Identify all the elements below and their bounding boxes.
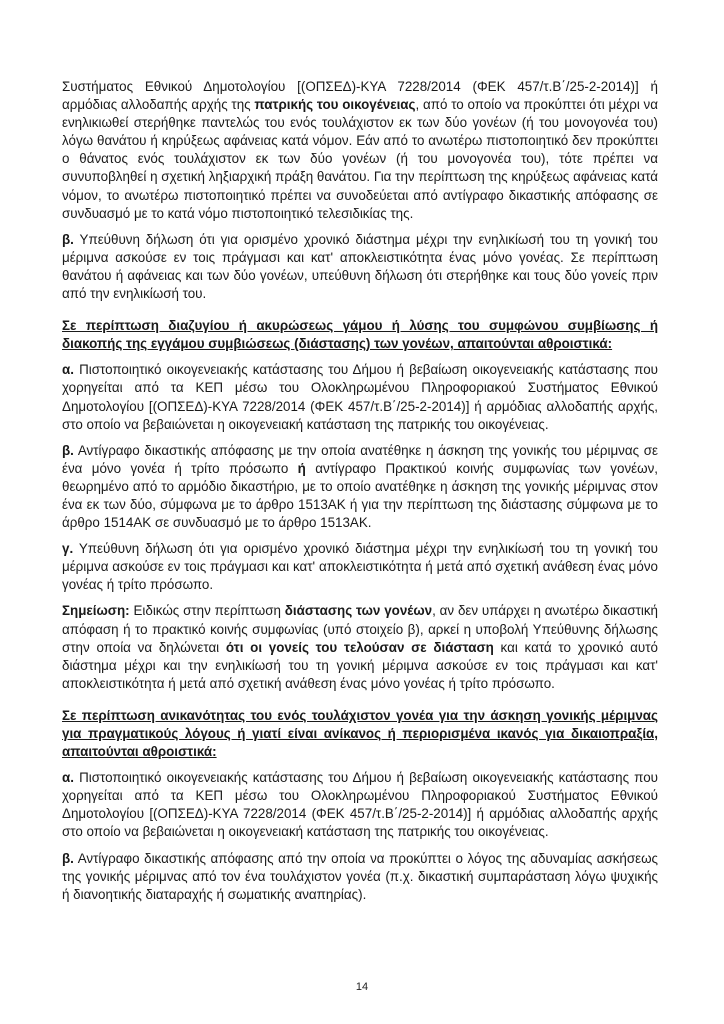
emphasis-paternal-family: πατρικής του οικογένειας: [254, 97, 416, 113]
page-number: 14: [355, 981, 369, 993]
item-label: α.: [62, 362, 74, 378]
item-label: β.: [62, 442, 74, 458]
paragraph-divorce-beta: β. Αντίγραφο δικαστικής απόφασης με την οποία ανατέθηκε η άσκηση της γονικής του μέριμνας σε ένα μόνο γονέα ή τρίτο πρόσωπο ή αντίγραφο Πρακτικού κοινής συμφωνίας των γονέων, θεωρημένο από το αρμόδιο δικαστήριο, με το οποίο ανατέθηκε η άσκηση της γονικής μέριμνας στον ένα εκ των δύο, σύμφωνα με το άρθρο 1513ΑΚ ή για την περίπτωση της διάστασης σύμφωνα με το άρθρο 1514ΑΚ σε συνδυασμό με το άρθρο 1513ΑΚ.: [62, 442, 658, 531]
item-label: β.: [62, 850, 74, 866]
paragraph-incapacity-beta: β. Αντίγραφο δικαστικής απόφασης από την οποία να προκύπτει ο λόγος της αδυναμίας ασκήσεως της γονικής μέριμνας από τον ένα τουλάχιστον γονέα (π.χ. δικαστική συμπαράσταση λόγω ψυχικής ή διανοητικής διαταραχής ή σωματικής αναπηρίας).: [62, 850, 658, 902]
paragraph-note: Σημείωση: Ειδικώς στην περίπτωση διάστασης των γονέων, αν δεν υπάρχει η ανωτέρω δικαστική απόφαση ή το πρακτικό κοινής συμφωνίας (υπό στοιχείο β), αρκεί η υποβολή Υπεύθυνης δήλωσης στην οποία να δηλώνεται ότι οι γονείς του τελούσαν σε διάσταση και κατά το χρονικό αυτό διάστημα μέχρι και την ενηλικίωσή του τη γονική μέριμνα ασκούσε εν τοις πράγμασι και κατ' αποκλειστικότητα ή μετά από σχετική ανάθεση ένας μόνο γονέας ή τρίτο πρόσωπο.: [62, 603, 658, 691]
item-label: γ.: [62, 541, 74, 557]
section-heading-divorce: Σε περίπτωση διαζυγίου ή ακυρώσεως γάμου ή λύσης του συμφώνου συμβίωσης ή διακοπής της εγγάμου συμβιώσεως (διάστασης) των γονέων, απαιτούνται αθροιστικά:: [62, 318, 658, 352]
paragraph-divorce-alpha: α. Πιστοποιητικό οικογενειακής κατάστασης του Δήμου ή βεβαίωση οικογενειακής κατάστασης που χορηγείται από τα ΚΕΠ μέσω του Ολοκληρωμένου Πληροφοριακού Συστήματος Εθνικού Δημοτολογίου [(ΟΠΣΕΔ)-ΚΥΑ 7228/2014 (ΦΕΚ 457/τ.Β΄/25-2-2014)] ή αρμόδιας αλλοδαπής αρχής, στο οποίο να βεβαιώνεται η οικογενειακή κατάσταση της πατρικής του οικογένειας.: [62, 362, 658, 432]
item-label: α.: [62, 770, 74, 786]
note-label: Σημείωση:: [62, 603, 130, 619]
item-label: β.: [62, 231, 74, 247]
paragraph-divorce-gamma: γ. Υπεύθυνη δήλωση ότι για ορισμένο χρονικό διάστημα μέχρι την ενηλικίωσή του τη γονική του μέριμνα ασκούσε εν τοις πράγμασι και κατ' αποκλειστικότητα ή μετά από σχετική ανάθεση ένας μόνο γονέας ή τρίτο πρόσωπο.: [62, 541, 658, 593]
paragraph-orphan-certificate: Συστήματος Εθνικού Δημοτολογίου [(ΟΠΣΕΔ)-ΚΥΑ 7228/2014 (ΦΕΚ 457/τ.Β΄/25-2-2014)] ή αρμόδιας αλλοδαπής αρχής της πατρικής του οικογένειας, από το οποίο να προκύπτει ότι μέχρι να ενηλικιωθεί στερήθηκε παντελώς του ενός τουλάχιστον εκ των δύο γονέων (ή του μονογονέα του) λόγω θανάτου ή κηρύξεως αφάνειας κατά νόμον. Εάν από το ανωτέρω πιστοποιητικό δεν προκύπτει ο θάνατος ενός τουλάχιστον εκ των δύο γονέων (ή του μονογονέα του), τότε πρέπει να συνυποβληθεί η σχετική ληξιαρχική πράξη θανάτου. Για την περίπτωση της κηρύξεως αφάνειας κατά νόμον, το ανωτέρω πιστοποιητικό πρέπει να συνοδεύεται από αντίγραφο δικαστικής απόφασης σε συνδυασμό με το κατά νόμο πιστοποιητικό τελεσιδικίας της.: [62, 79, 658, 221]
paragraph-item-beta: β. Υπεύθυνη δήλωση ότι για ορισμένο χρονικό διάστημα μέχρι την ενηλικίωσή του τη γονική του μέριμνα ασκούσε εν τοις πράγμασι και κατ' αποκλειστικότητα ένας μόνο γονέας. Σε περίπτωση θανάτου ή αφάνειας και των δύο γονέων, υπεύθυνη δήλωση ότι στερήθηκε και τους δύο γονείς πριν από την ενηλικίωσή του.: [62, 231, 658, 302]
document-page: [62, 78, 658, 912]
paragraph-incapacity-alpha: α. Πιστοποιητικό οικογενειακής κατάστασης του Δήμου ή βεβαίωση οικογενειακής κατάστασης που χορηγείται από τα ΚΕΠ μέσω του Ολοκληρωμένου Πληροφοριακού Συστήματος Εθνικού Δημοτολογίου [(ΟΠΣΕΔ)-ΚΥΑ 7228/2014 (ΦΕΚ 457/τ.Β΄/25-2-2014)] ή αρμόδιας αλλοδαπής αρχής στο οποίο να βεβαιώνεται η οικογενειακή κατάσταση της πατρικής του οικογένειας.: [62, 770, 658, 840]
section-heading-incapacity: Σε περίπτωση ανικανότητας του ενός τουλάχιστον γονέα για την άσκηση γονικής μέριμνας για πραγματικούς λόγους ή γιατί είναι ανίκανος ή περιορισμένα ικανός για δικαιοπραξία, απαιτούνται αθροιστικά:: [62, 707, 658, 760]
